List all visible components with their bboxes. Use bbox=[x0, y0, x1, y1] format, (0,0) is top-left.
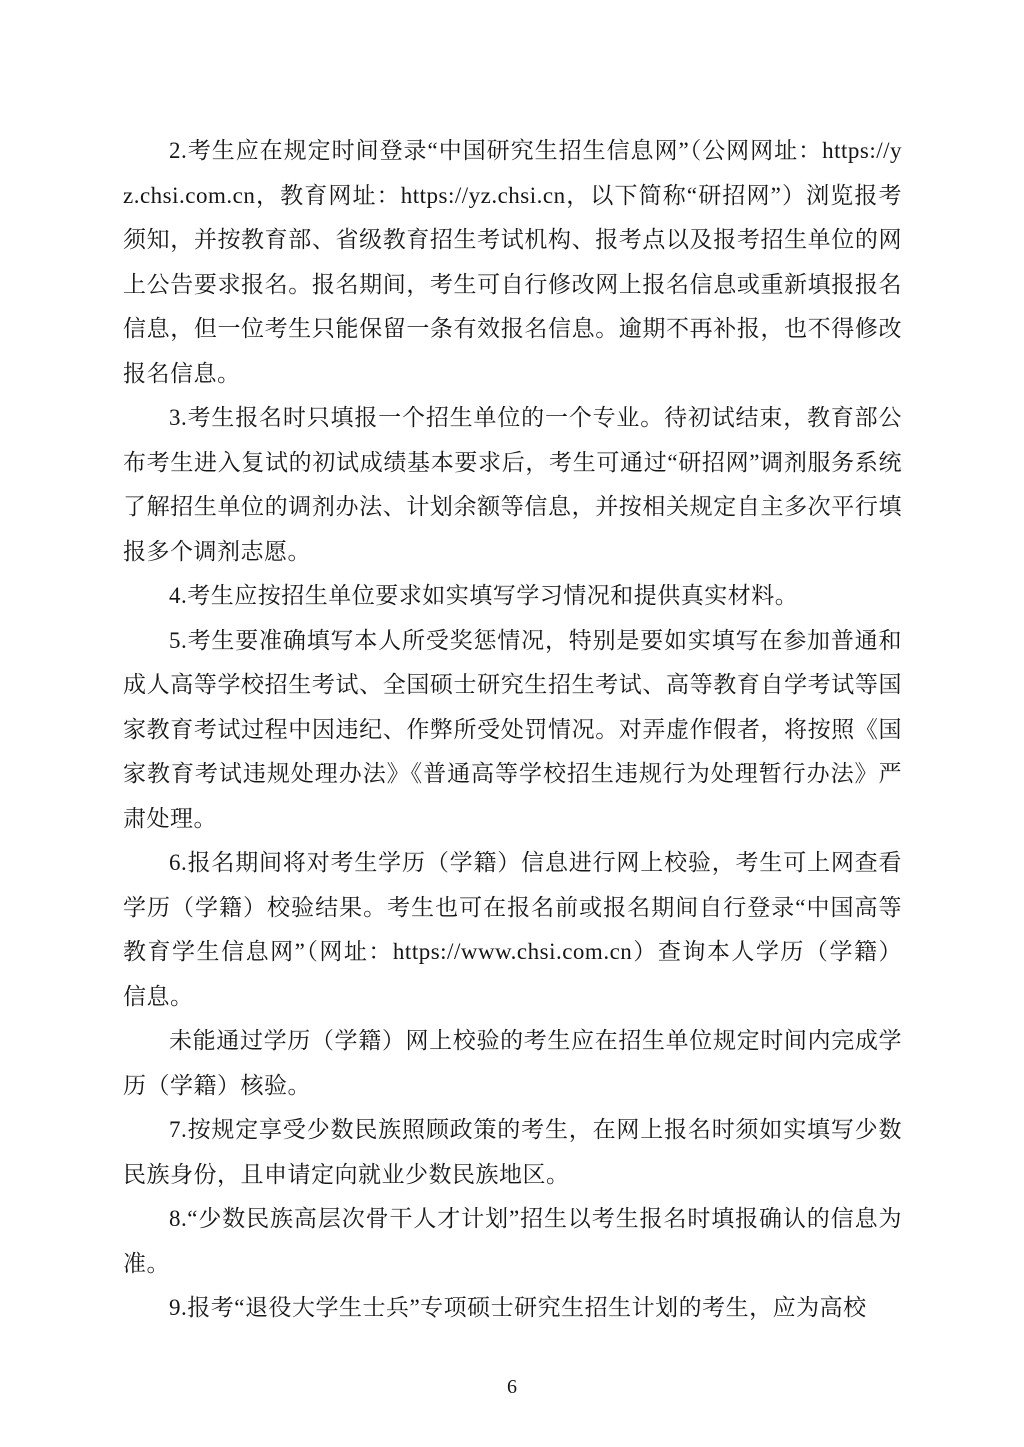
paragraph-item-2: 2.考生应在规定时间登录“中国研究生招生信息网”（公网网址：https://yz.chsi.com.cn，教育网址：https://yz.chsi.cn，以下简称“研招网”）浏览报考须知，并按教育部、省级教育招生考试机构、报考点以及报考招生单位的网上公告要求报名。报名期间，考生可自行修改网上报名信息或重新填报报名信息，但一位考生只能保留一条有效报名信息。逾期不再补报，也不得修改报名信息。 bbox=[123, 138, 902, 386]
paragraph-item-5: 5.考生要准确填写本人所受奖惩情况，特别是要如实填写在参加普通和成人高等学校招生考试、全国硕士研究生招生考试、高等教育自学考试等国家教育考试过程中因违纪、作弊所受处罚情况。对弄虚作假者，将按照《国家教育考试违规处理办法》《普通高等学校招生违规行为处理暂行办法》严肃处理。 bbox=[123, 627, 902, 831]
page-number: 6 bbox=[507, 1376, 517, 1398]
paragraph-item-4: 4.考生应按招生单位要求如实填写学习情况和提供真实材料。 bbox=[169, 583, 799, 608]
paragraph-item-9: 9.报考“退役大学生士兵”专项硕士研究生招生计划的考生，应为高校 bbox=[169, 1295, 867, 1320]
paragraph-item-8: 8.“少数民族高层次骨干人才计划”招生以考生报名时填报确认的信息为准。 bbox=[123, 1206, 902, 1276]
paragraph-item-6b: 未能通过学历（学籍）网上校验的考生应在招生单位规定时间内完成学历（学籍）核验。 bbox=[123, 1028, 902, 1098]
paragraph-item-3: 3.考生报名时只填报一个招生单位的一个专业。待初试结束，教育部公布考生进入复试的初试成绩基本要求后，考生可通过“研招网”调剂服务系统了解招生单位的调剂办法、计划余额等信息，并按相关规定自主多次平行填报多个调剂志愿。 bbox=[123, 405, 902, 564]
paragraph-item-6: 6.报名期间将对考生学历（学籍）信息进行网上校验，考生可上网查看学历（学籍）校验结果。考生也可在报名前或报名期间自行登录“中国高等教育学生信息网”（网址：https://www.chsi.com.cn）查询本人学历（学籍）信息。 bbox=[123, 850, 902, 1009]
paragraph-item-7: 7.按规定享受少数民族照顾政策的考生，在网上报名时须如实填写少数民族身份，且申请定向就业少数民族地区。 bbox=[123, 1117, 902, 1187]
document-body bbox=[123, 129, 902, 1331]
